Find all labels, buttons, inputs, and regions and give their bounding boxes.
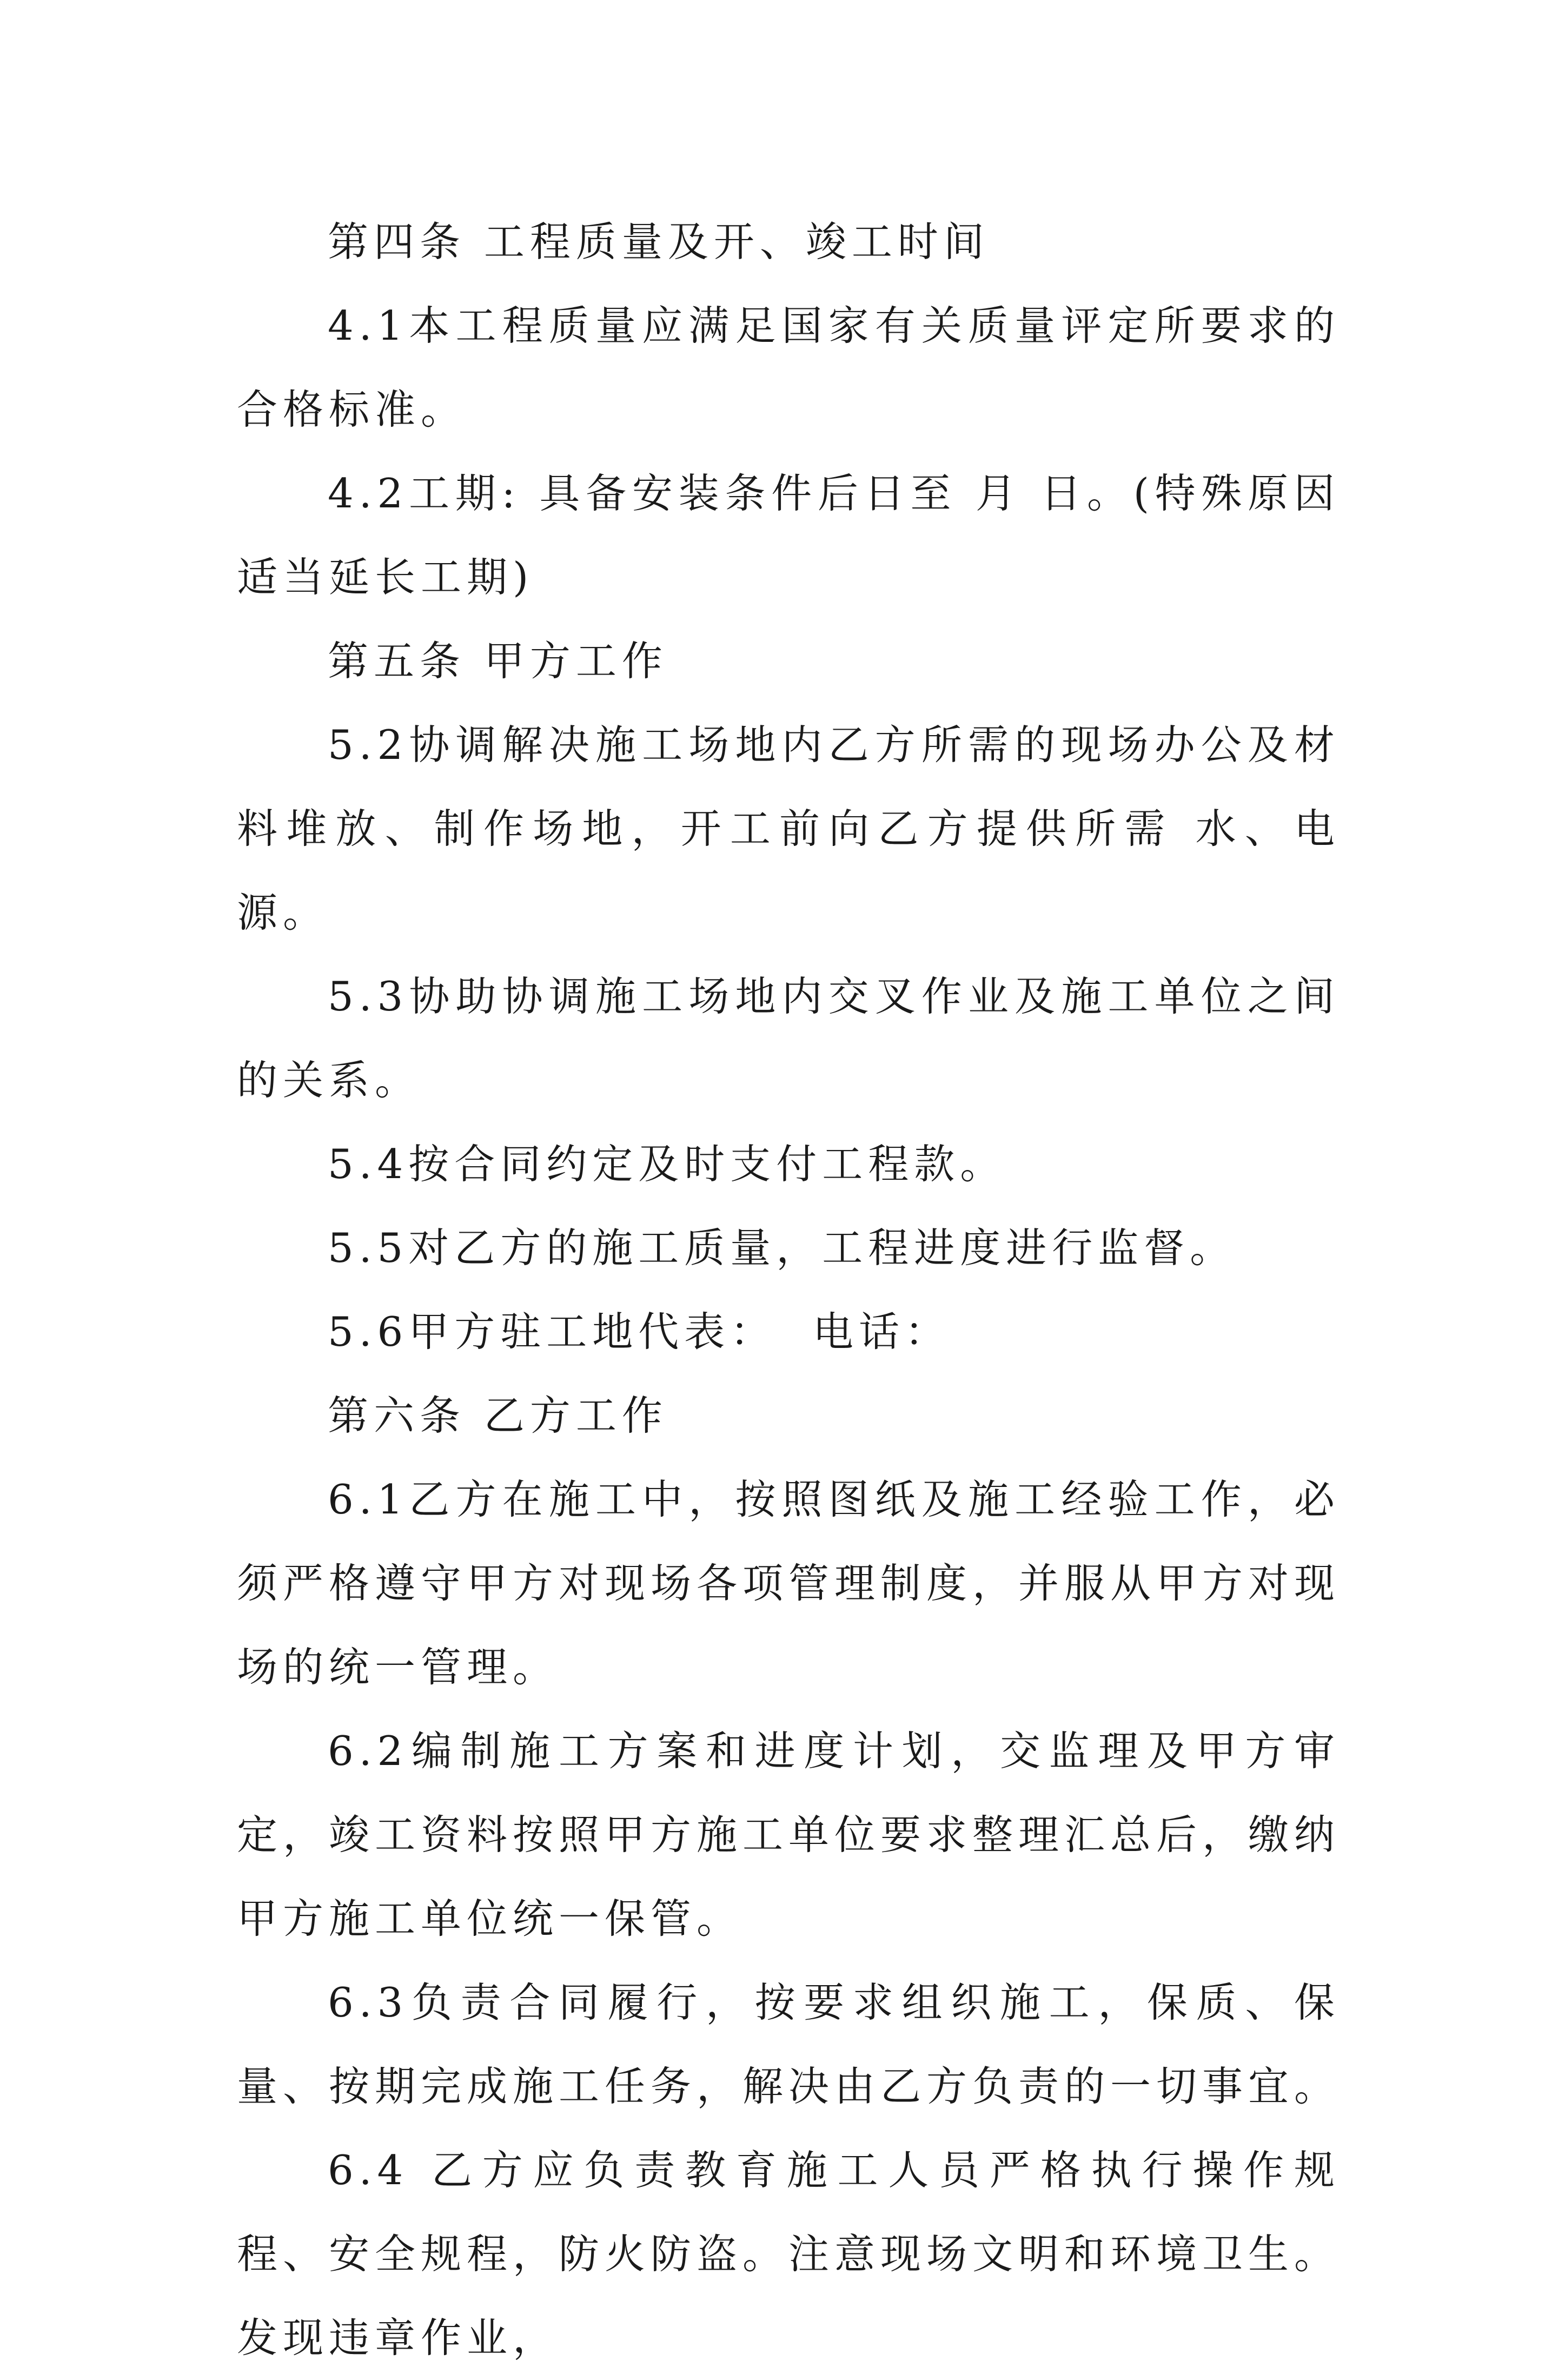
clause-5-5: 5.5对乙方的施工质量，工程进度进行监督。 bbox=[328, 1224, 1236, 1272]
clause-6-4: 6.4 乙方应负责教育施工人员严格执行操作规程、安全规程，防火防盗。注意现场文明和环境卫生。发现违章作业， bbox=[237, 2146, 1341, 2362]
clause-6-1: 6.1乙方在施工中，按照图纸及施工经验工作，必须严格遵守甲方对现场各项管理制度，并服从甲方对现场的统一管理。 bbox=[237, 1476, 1341, 1691]
clause-4-1: 4.1本工程质量应满足国家有关质量评定所要求的合格标准。 bbox=[237, 302, 1340, 433]
section-heading-4: 第四条 工程质量及开、竣工时间 bbox=[328, 218, 990, 266]
clause-6-3: 6.3负责合同履行，按要求组织施工，保质、保量、按期完成施工任务，解决由乙方负责的一切事宜。 bbox=[237, 1979, 1341, 2110]
clause-4-2: 4.2工期: 具备安装条件后日至 月 日。(特殊原因适当延长工期) bbox=[237, 470, 1340, 601]
clause-5-4: 5.4按合同约定及时支付工程款。 bbox=[328, 1140, 1006, 1188]
section-heading-5: 第五条 甲方工作 bbox=[328, 637, 668, 685]
section-heading-6: 第六条 乙方工作 bbox=[328, 1392, 668, 1439]
clause-5-2: 5.2协调解决施工场地内乙方所需的现场办公及材料堆放、制作场地，开工前向乙方提供所需 水、电源。 bbox=[237, 721, 1340, 936]
clause-5-3: 5.3协助协调施工场地内交叉作业及施工单位之间的关系。 bbox=[237, 973, 1340, 1104]
clause-6-2: 6.2编制施工方案和进度计划，交监理及甲方审定，竣工资料按照甲方施工单位要求整理汇总后，缴纳甲方施工单位统一保管。 bbox=[237, 1727, 1341, 1942]
clause-5-6: 5.6甲方驻工地代表： 电话： bbox=[328, 1308, 951, 1356]
document-body bbox=[237, 200, 1340, 2380]
